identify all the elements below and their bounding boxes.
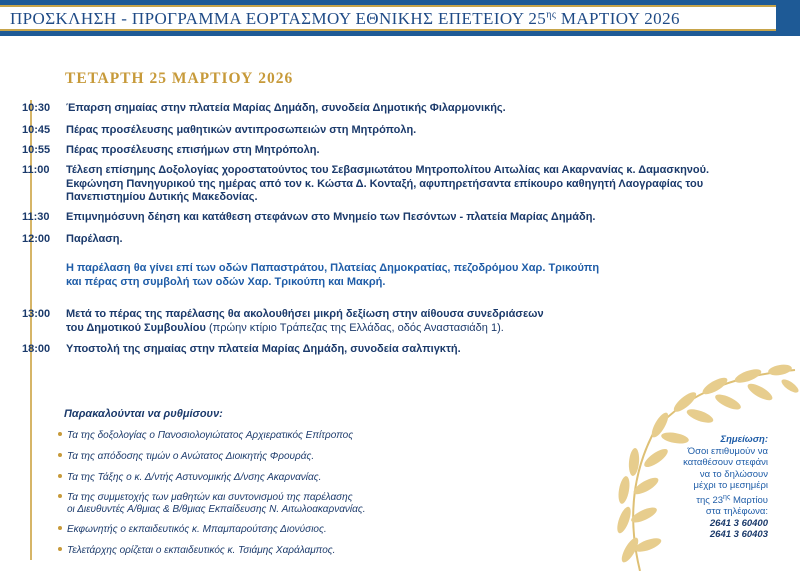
schedule-text: Πέρας προσέλευσης επισήμων στη Μητρόπολη.: [66, 144, 320, 156]
note-line: [672, 492, 768, 507]
schedule-text-line: Τέλεση επίσημης Δοξολογίας χοροστατούντος του Σεβασμιωτάτου Μητροπολίτου Αιτωλίας και Ακαρνανίας κ. Δαμασκηνού.: [66, 164, 710, 176]
note-line-text: Μαρτίου: [730, 494, 768, 506]
responsibility-item: [58, 430, 353, 442]
banner-title: [10, 9, 680, 29]
phone-number: 2641 3 60400: [709, 517, 768, 529]
schedule-text: Παρέλαση.: [66, 233, 123, 245]
schedule-text-line: Μετά το πέρας της παρέλασης θα ακολουθήσει μικρή δεξίωση στην αίθουσα συνεδριάσεων: [66, 308, 544, 320]
schedule-time: 11:00: [22, 164, 50, 176]
schedule-time: 10:30: [22, 102, 51, 114]
schedule-time: 10:45: [22, 124, 51, 136]
responsibility-text: Τα της δοξολογίας ο Πανοσιολογιώτατος Αρχιερατικός Επίτροπος: [67, 430, 354, 441]
schedule-text-bold: του Δημοτικού Συμβουλίου: [66, 321, 206, 334]
bullet-icon: [58, 547, 62, 551]
responsibility-text: Τελετάρχης ορίζεται ο εκπαιδευτικός κ. Τσιάμης Χαράλαμπος.: [67, 545, 336, 556]
note-line: μέχρι το μεσημέρι: [693, 480, 768, 491]
schedule-time: 13:00: [22, 308, 51, 320]
note-line: καταθέσουν στεφάνι: [683, 457, 768, 468]
banner-inner: [0, 5, 776, 31]
schedule-text: Υποστολή της σημαίας στην πλατεία Μαρίας Δημάδη, συνοδεία σαλπιγκτή.: [66, 343, 461, 355]
note-line-sup: ης: [723, 493, 731, 501]
bullet-icon: [58, 432, 62, 436]
schedule-time: 10:55: [22, 144, 51, 156]
banner-title-text: ΠΡΟΣΚΛΗΣΗ - ΠΡΟΓΡΑΜΜΑ ΕΟΡΤΑΣΜΟΥ ΕΘΝΙΚΗΣ ΕΠΕΤΕΙΟΥ 25: [10, 9, 547, 28]
bullet-icon: [58, 453, 62, 457]
responsibility-item: [58, 472, 321, 484]
responsibility-text: Τα της συμμετοχής των μαθητών και συντονισμού της παρέλασης: [67, 492, 353, 503]
note-line: στα τηλέφωνα:: [705, 506, 768, 518]
schedule-text-line: Εκφώνηση Πανηγυρικού της ημέρας από τον κ. Κώστα Δ. Κονταξή, αφυπηρετήσαντα επίκουρο καθηγητή Λαογραφίας του: [66, 177, 704, 190]
schedule-text: [66, 308, 756, 335]
responsibility-text: Τα της απόδοσης τιμών ο Ανώτατος Διοικητής Φρουράς.: [67, 451, 315, 462]
schedule-time: 18:00: [22, 343, 51, 355]
schedule-text: Επιμνημόσυνη δέηση και κατάθεση στεφάνων στο Μνημείο των Πεσόντων - πλατεία Μαρίας Δημάδη.: [66, 211, 596, 223]
schedule-text: [66, 164, 756, 205]
bullet-icon: [58, 494, 62, 498]
bullet-icon: [58, 474, 62, 478]
note-line-text: της 23: [696, 494, 724, 506]
responsibility-item: [58, 492, 366, 516]
note-box: [672, 434, 768, 541]
responsibilities-title: Παρακαλούνται να ρυθμίσουν:: [64, 408, 223, 420]
phone-number: 2641 3 60403: [709, 529, 768, 541]
parade-route-line: και πέρας στη συμβολή των οδών Χαρ. Τρικούπη και Μακρή.: [66, 275, 386, 288]
responsibility-text: Εκφωνητής ο εκπαιδευτικός κ. Μπαμπαρούτσης Διονύσιος.: [67, 524, 327, 535]
event-date: ΤΕΤΑΡΤΗ 25 ΜΑΡΤΙΟΥ 2026: [65, 70, 294, 87]
parade-route-line: Η παρέλαση θα γίνει επί των οδών Παπαστράτου, Πλατείας Δημοκρατίας, πεζοδρόμου Χαρ. Τρικούπη: [66, 262, 600, 274]
schedule-time: 11:30: [22, 211, 50, 223]
responsibility-text: Τα της Τάξης ο κ. Δ/ντής Αστυνομικής Δ/νσης Ακαρνανίας.: [67, 472, 322, 483]
note-line: Όσοι επιθυμούν να: [687, 445, 768, 457]
schedule-text-plain: (πρώην κτίριο Τράπεζας της Ελλάδας, οδός Αναστασιάδη 1).: [205, 321, 504, 334]
schedule-time: 12:00: [22, 233, 51, 245]
responsibility-item: [58, 451, 314, 463]
schedule-text-line: Πανεπιστημίου Δυτικής Μακεδονίας.: [66, 191, 258, 203]
note-title: Σημείωση:: [720, 434, 768, 445]
header-banner: [0, 0, 800, 36]
schedule-text: Έπαρση σημαίας στην πλατεία Μαρίας Δημάδη, συνοδεία Δημοτικής Φιλαρμονικής.: [66, 102, 506, 114]
banner-title-sup: ης: [546, 9, 557, 21]
responsibility-text-cont: οι Διευθυντές Α/θμιας & Β/θμιας Εκπαίδευσης Ν. Αιτωλοακαρνανίας.: [67, 504, 366, 515]
parade-route-text: [66, 262, 756, 289]
responsibility-item: [58, 545, 335, 557]
note-line: να το δηλώσουν: [699, 468, 768, 480]
schedule-text: Πέρας προσέλευσης μαθητικών αντιπροσωπειών στη Μητρόπολη.: [66, 124, 417, 136]
bullet-icon: [58, 526, 62, 530]
schedule-text-line: [66, 322, 756, 336]
banner-title-end: ΜΑΡΤΙΟΥ 2026: [556, 9, 680, 28]
responsibility-item: [58, 524, 327, 536]
